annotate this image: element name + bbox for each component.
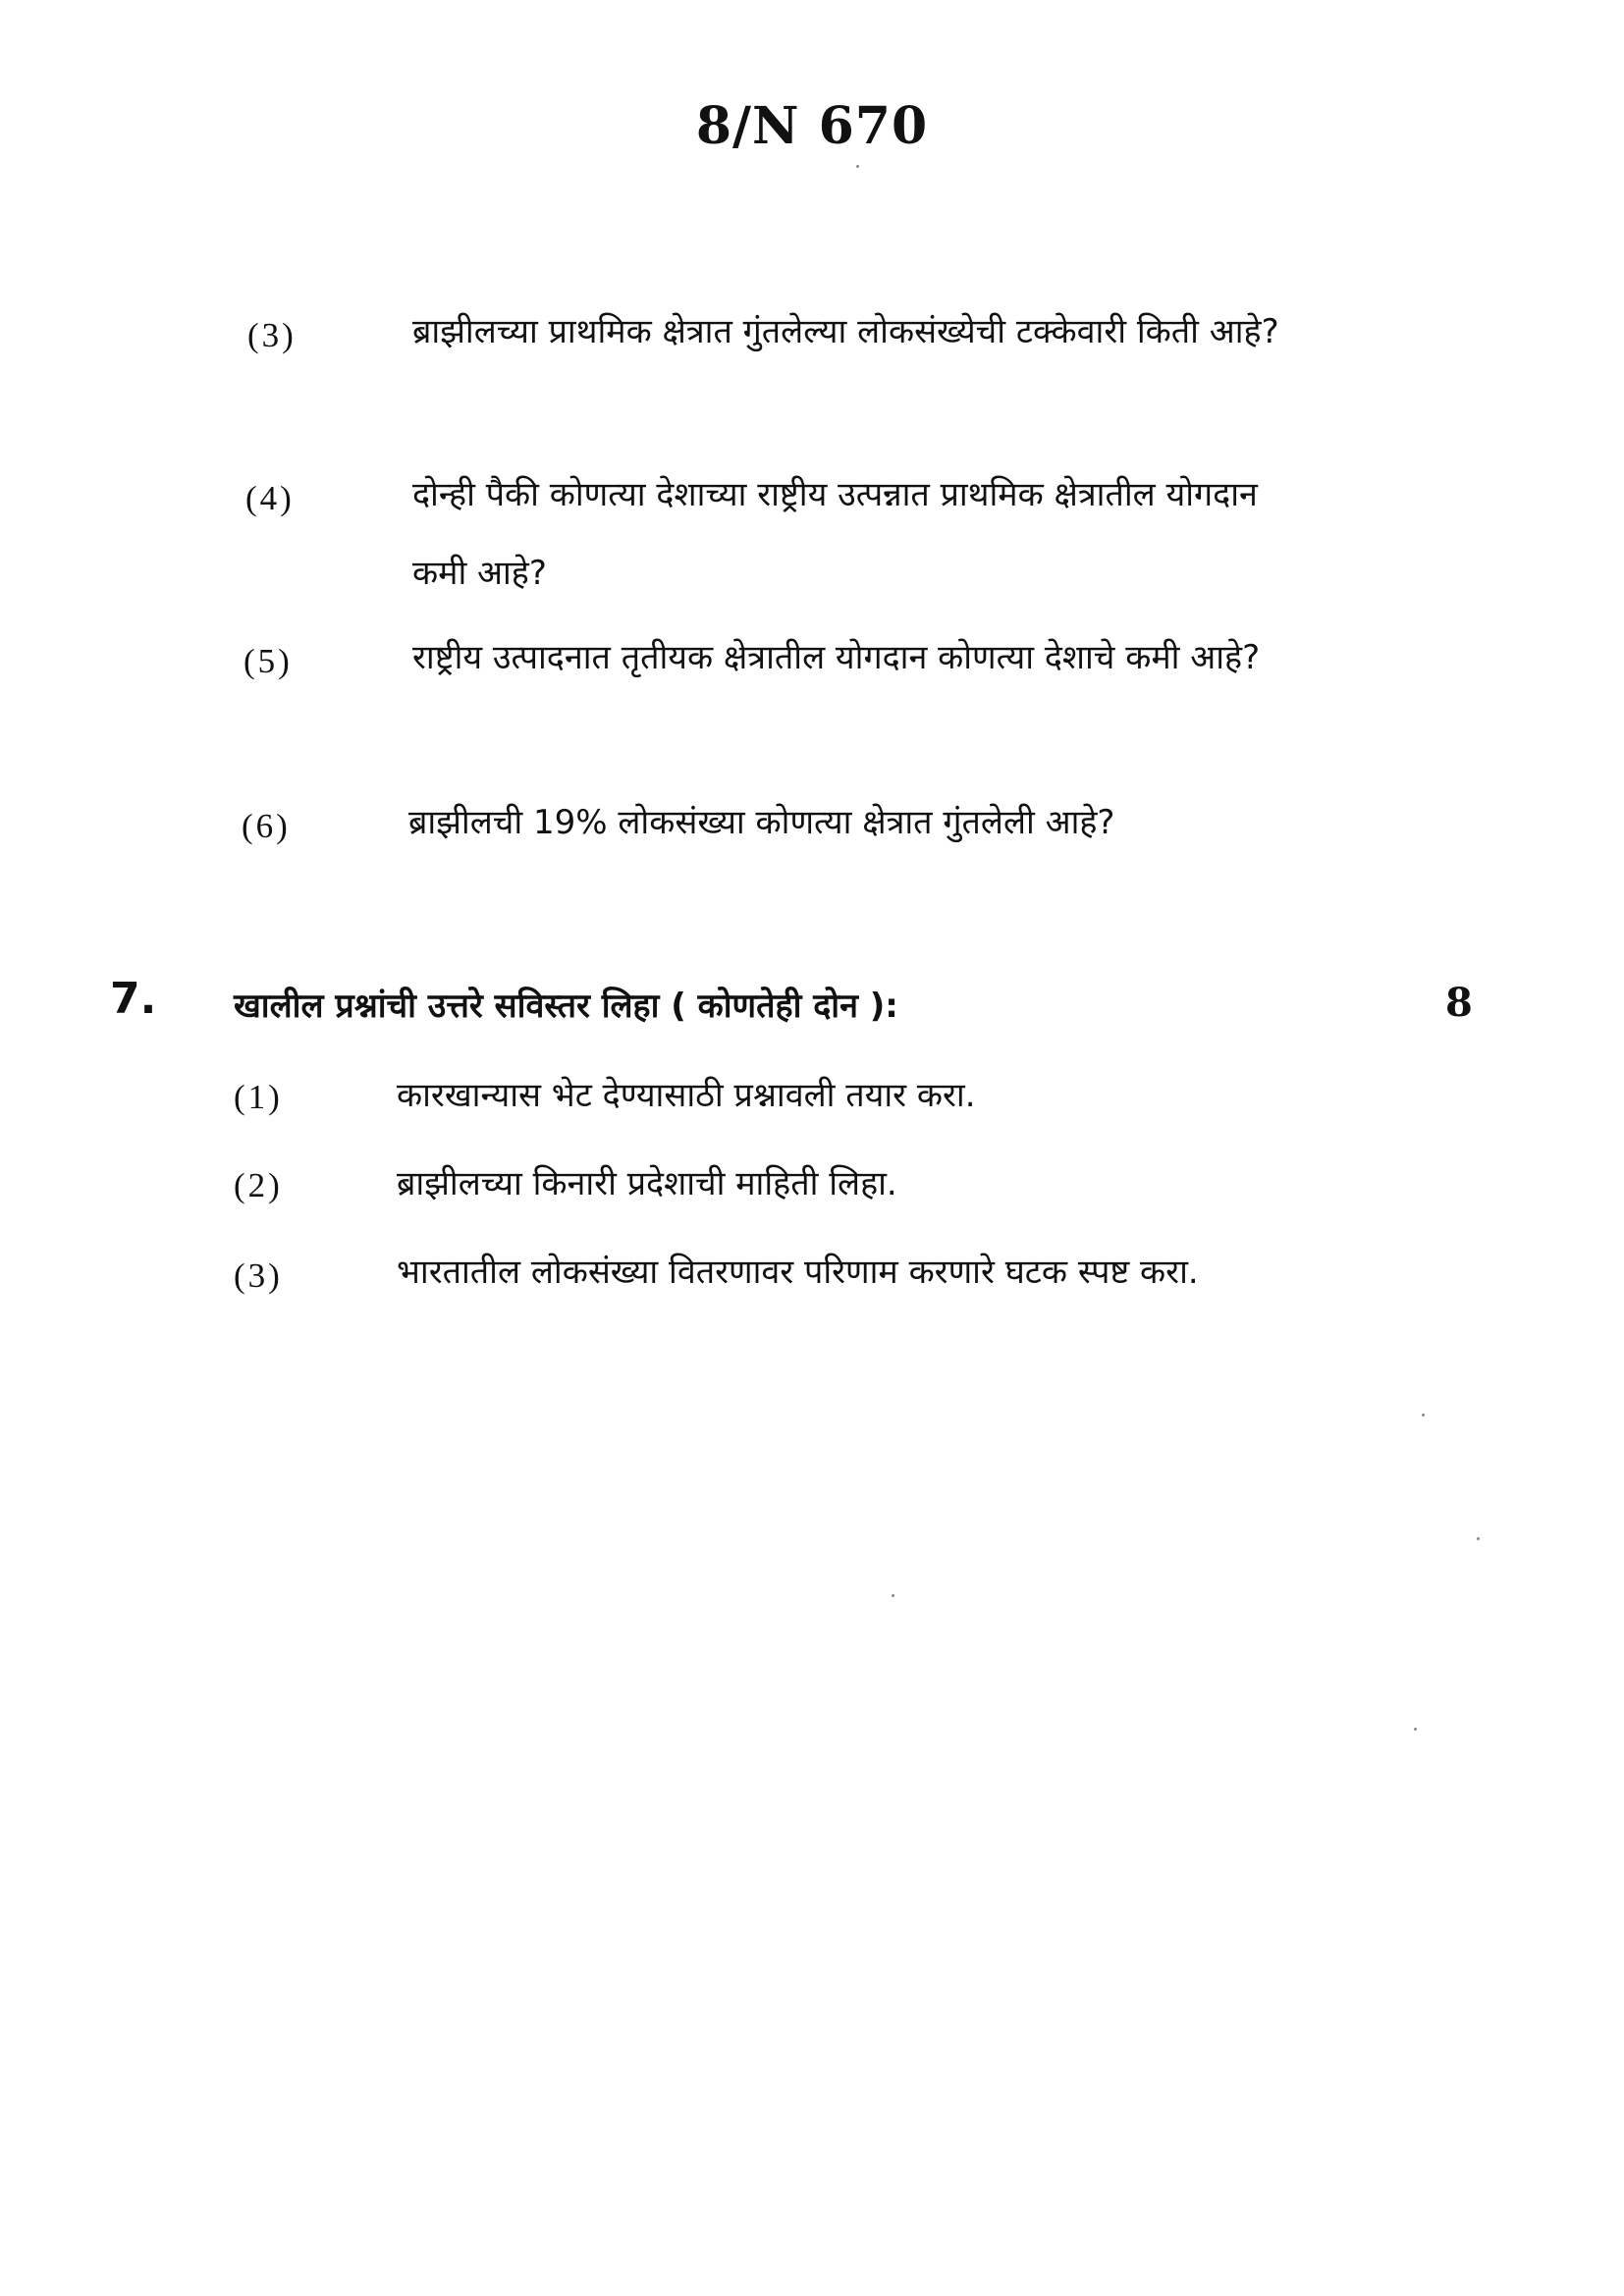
- item-text: ब्राझीलची 19% लोकसंख्या कोणत्या क्षेत्रात गुंतलेली आहे?: [408, 803, 1115, 842]
- item-number: (6): [242, 807, 291, 845]
- sub-item-number: (3): [234, 1256, 283, 1295]
- question-number: 7.: [110, 974, 157, 1024]
- sub-item-text: भारतातील लोकसंख्या वितरणावर परिणाम करणारे घटक स्पष्ट करा.: [397, 1253, 1199, 1292]
- scan-speck: [1477, 1537, 1480, 1540]
- item-text: राष्ट्रीय उत्पादनात तृतीयक क्षेत्रातील योगदान कोणत्या देशाचे कमी आहे?: [412, 638, 1261, 677]
- item-number: (4): [245, 479, 295, 517]
- question-marks: 8: [1445, 980, 1473, 1026]
- item-text: दोन्ही पैकी कोणत्या देशाच्या राष्ट्रीय उत्पन्नात प्राथमिक क्षेत्रातील योगदान कमी आहे?: [412, 475, 1258, 593]
- sub-item-number: (2): [234, 1166, 283, 1204]
- question-text: खालील प्रश्नांची उत्तरे सविस्तर लिहा ( कोणतेही दोन ):: [234, 987, 898, 1026]
- item-number: (3): [247, 316, 297, 354]
- sub-item-text: कारखान्यास भेट देण्यासाठी प्रश्नावली तयार करा.: [397, 1076, 976, 1115]
- sub-item-number: (1): [234, 1078, 283, 1116]
- item-number: (5): [244, 642, 293, 680]
- item-text: ब्राझीलच्या प्राथमिक क्षेत्रात गुंतलेल्या लोकसंख्येची टक्केवारी किती आहे?: [412, 312, 1279, 351]
- scan-speck: [856, 165, 859, 168]
- scan-speck: [1414, 1728, 1417, 1731]
- scan-speck: [1422, 1414, 1425, 1416]
- scan-speck: [892, 1594, 894, 1597]
- sub-item-text: ब्राझीलच्या किनारी प्रदेशाची माहिती लिहा.: [397, 1164, 897, 1203]
- page-code: 8/N 670: [695, 96, 929, 156]
